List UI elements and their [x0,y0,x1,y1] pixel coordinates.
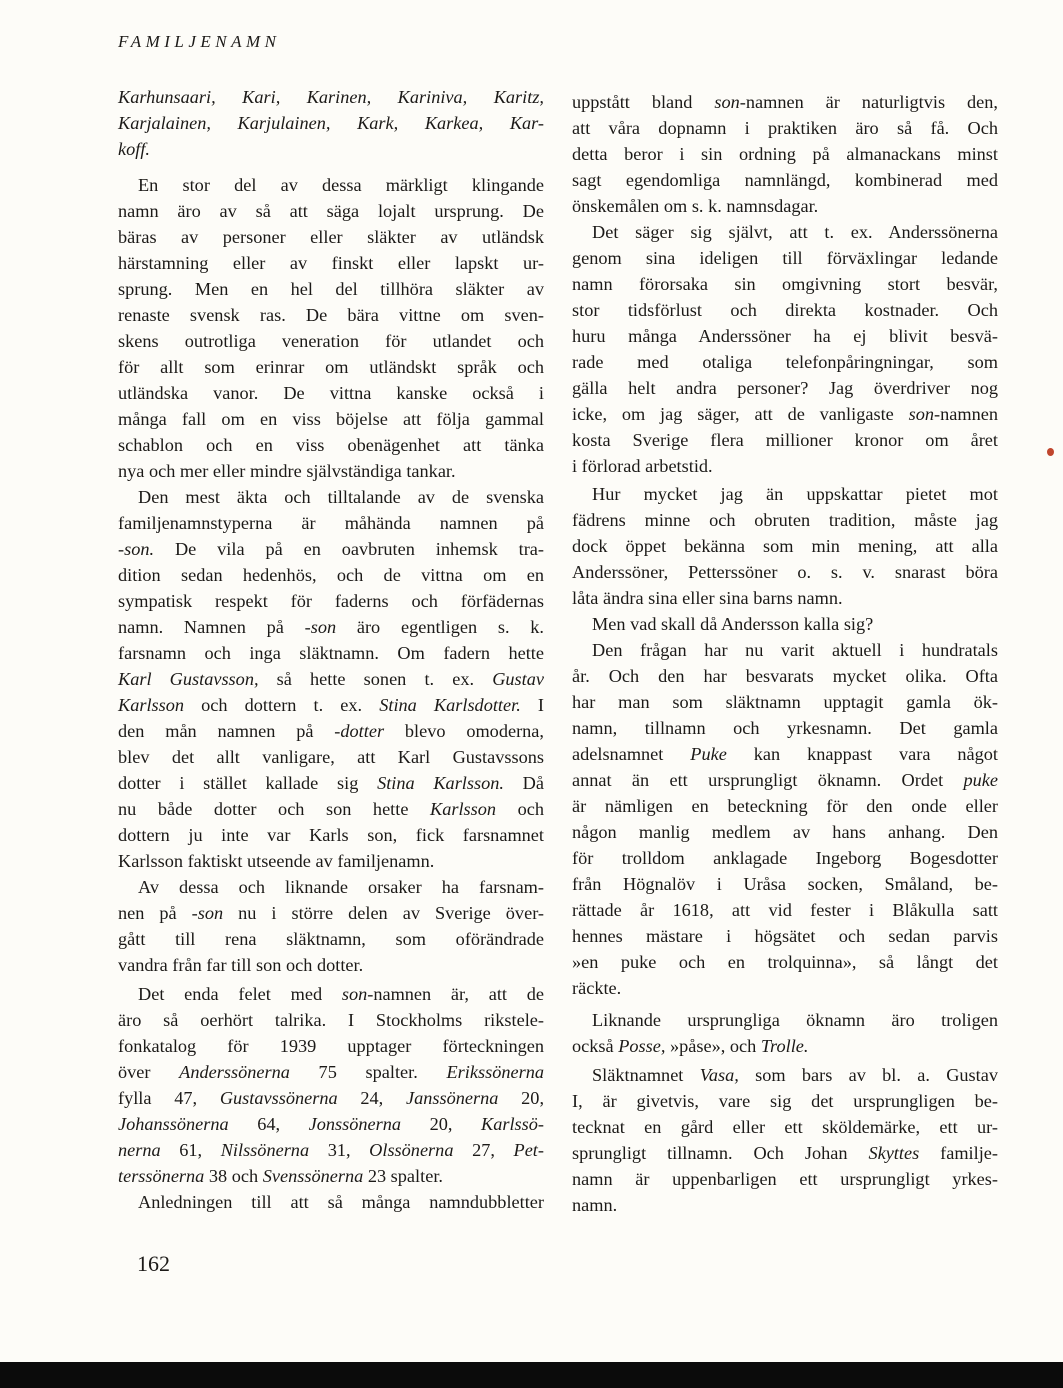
text-line: för allt som erinrar om utländskt språk och [118,357,544,377]
text-line: räckte. [572,978,622,998]
text-line: blev det allt vanligare, att Karl Gustavssons [118,747,544,767]
italic-text: -son [304,617,337,637]
text-line: namn förorsaka sin omgivning stort besvär, [572,274,998,294]
paragraph [572,481,998,611]
text-line: nen på -son nu i större delen av Sverige över- [118,903,544,923]
text-line: nu både dotter och son hette Karlsson och [118,799,544,819]
text-line: dotter i stället kallade sig Stina Karlsson. Då [118,773,544,793]
text-line: renaste svensk ras. De bära vittne om sven- [118,305,544,325]
italic-text: Gustavssönerna [219,1088,338,1108]
text-line: nerna 61, Nilssönerna 31, Olssönerna 27, Pet- [118,1140,544,1160]
text-line: fädrens minne och obruten tradition, måste jag [572,510,998,530]
text-line: genom sina ideligen till förväxlingar ledande [572,248,998,268]
text-line: Det enda felet med son-namnen är, att de [138,984,544,1004]
text-line: schablon och en viss obenägenhet att tänka [118,435,544,455]
text-line: namn är uppenbarligen ett ursprungligt yrkes- [572,1169,998,1189]
text-line: är nämligen en beteckning för den onde eller [572,796,998,816]
text-column-right [572,89,998,1218]
text-line: har man som släktnamn upptagit gamla ök- [572,692,998,712]
text-line: namn, tillnamn och yrkesnamn. Det gamla [572,718,998,738]
text-line: rade med otaliga telefonpåringningar, som [572,352,998,372]
text-line: dock öppet bekänna som min mening, att alla [572,536,998,556]
text-line: önskemålen om s. k. namnsdagar. [572,196,819,216]
text-line: Karlsson faktiskt utseende av familjenamn. [118,851,435,871]
text-line: familjenamnstyperna är måhända namnen på [118,513,544,533]
italic-text: -dotter [334,721,385,741]
text-line: Karl Gustavsson, så hette sonen t. ex. Gustav [118,669,544,689]
text-line: Hur mycket jag än uppskattar pietet mot [592,484,998,504]
paragraph [118,84,544,162]
text-line: Den mest äkta och tilltalande av de svenska [138,487,544,507]
italic-text: koff. [118,139,150,159]
text-line: namn. [572,1195,618,1215]
text-line: över Anderssönerna 75 spalter. Erikssönerna [118,1062,544,1082]
italic-text: Gustav [492,669,544,689]
text-line: detta beror i sin ordning på almanackans minst [572,144,998,164]
italic-text: Jonssönerna [308,1114,402,1134]
text-line: Anledningen till att så många namndubbletter [138,1192,544,1212]
text-line: Den frågan har nu varit aktuell i hundratals [592,640,998,660]
margin-stain [1047,448,1054,456]
text-line: Släktnamnet Vasa, som bars av bl. a. Gustav [592,1065,998,1085]
paragraph [118,1189,544,1215]
text-line: från Högnalöv i Uråsa socken, Småland, be- [572,874,998,894]
italic-text: Janssönerna [406,1088,499,1108]
paragraph [118,172,544,484]
text-line [118,136,544,162]
text-line: vandra från far till son och dotter. [118,955,364,975]
text-line: den mån namnen på -dotter blevo omoderna, [118,721,544,741]
text-line: huru många Anderssöner ha ej blivit besvä- [572,326,998,346]
text-line: namn äro av så att säga lojalt ursprung. De [118,201,544,221]
italic-text: nerna [118,1140,161,1160]
text-line: skens outrotliga veneration för utlandet och [118,331,544,351]
text-line: också Posse, »påse», och Trolle. [572,1036,809,1056]
text-line: dition sedan hedenhös, och de vittna om en [118,565,544,585]
running-head: FAMILJENAMN [118,32,281,51]
italic-text: Erikssönerna [446,1062,544,1082]
text-line: nya och mer eller mindre självständiga tankar. [118,461,456,481]
italic-text: Karlsson [430,799,497,819]
text-line: hennes mästare i högsätet och sedan parvis [572,926,998,946]
paragraph [118,484,544,874]
text-line: sagt egendomliga namnlängd, kombinerad med [572,170,998,190]
paragraph [572,219,998,479]
text-line: gälla helt andra personer? Jag överdriver nog [572,378,998,398]
text-line: låta ändra sina eller sina barns namn. [572,588,843,608]
italic-text: Svenssönerna [262,1166,364,1186]
text-line: dottern ju inte var Karls son, fick farsnamnet [118,825,544,845]
text-line: gått till rena släktnamn, som oförändrade [118,929,544,949]
italic-text: -son. [118,539,155,559]
text-line: Liknande ursprungliga öknamn äro troligen [592,1010,998,1030]
text-line: En stor del av dessa märkligt klingande [138,175,544,195]
text-line: stor tidsförlust och direkta kostnader. Och [572,300,998,320]
text-line: Johanssönerna 64, Jonssönerna 20, Karlssö- [118,1114,544,1134]
italic-text: Karl Gustavsson, [118,669,259,689]
italic-text: Karlsson [118,695,185,715]
text-line: sprung. Men en hel del tillhöra släkter av [118,279,544,299]
text-line: Karlsson och dottern t. ex. Stina Karlsdotter. I [118,695,544,715]
text-line: fonkatalog för 1939 upptager förteckningen [118,1036,544,1056]
text-line: I, är givetvis, vare sig det ursprungligen be- [572,1091,998,1111]
text-column-left [118,84,544,1215]
paragraph [118,981,544,1189]
text-line: -son. De vila på en oavbruten inhemsk tra- [118,539,544,559]
text-line: Av dessa och liknande orsaker ha farsnam- [138,877,544,897]
scan-border [0,1362,1063,1388]
paragraph [572,1062,998,1218]
text-line: uppstått bland son-namnen är naturligtvis den, [572,92,998,112]
paragraph [572,89,998,219]
text-line: annat än ett ursprungligt öknamn. Ordet puke [572,770,998,790]
text-line: att våra dopnamn i praktiken äro så få. Och [572,118,998,138]
text-line: sprungligt tillnamn. Och Johan Skyttes familje- [572,1143,998,1163]
text-line: fylla 47, Gustavssönerna 24, Janssönerna 20, [118,1088,545,1108]
italic-text: -son [191,903,224,923]
italic-text: Johanssönerna [118,1114,229,1134]
text-line: adelsnamnet Puke kan knappast vara något [572,744,998,764]
text-line: härstamning eller av finskt eller lapskt ur- [118,253,544,273]
text-line: någon manlig medlem av hans anhang. Den [572,822,998,842]
italic-text: Trolle. [760,1036,809,1056]
italic-text: Stina Karlsson. [377,773,504,793]
text-line [118,110,544,136]
italic-text: Posse, [618,1036,666,1056]
text-line: terssönerna 38 och Svenssönerna 23 spalter. [118,1166,443,1186]
paragraph [572,1007,998,1059]
text-line: Anderssöner, Petterssöner o. s. v. snarast böra [572,562,998,582]
italic-text: terssönerna [118,1166,205,1186]
page-number: 162 [137,1251,170,1276]
italic-text: puke [963,770,998,790]
text-line: Men vad skall då Andersson kalla sig? [592,614,874,634]
text-line: rättade år 1618, att vid fester i Blåkulla satt [572,900,998,920]
italic-text: Pet- [513,1140,544,1160]
paragraph [572,611,998,637]
text-line: icke, om jag säger, att de vanligaste son-namnen [572,404,998,424]
italic-text: Vasa, [699,1065,739,1085]
italic-text: Anderssönerna [179,1062,290,1082]
text-line: bäras av personer eller släkter av utländsk [118,227,544,247]
text-line: tecknat en gård eller ett sköldemärke, ett ur- [572,1117,998,1137]
text-line: för trolldom anklagade Ingeborg Bogesdotter [572,848,998,868]
text-line: i förlorad arbetstid. [572,456,713,476]
italic-text: son [341,984,368,1004]
paragraph [572,637,998,1001]
italic-text: Skyttes [868,1143,920,1163]
text-line: farsnamn och inga släktnamn. Om fadern hette [118,643,544,663]
italic-text: Nilssönerna [220,1140,310,1160]
text-line: sympatisk respekt för faderns och förfädernas [118,591,544,611]
paragraph [118,874,544,978]
italic-text: Puke [690,744,727,764]
text-line: utländska vanor. De vittna kanske också i [118,383,544,403]
italic-text: Karjalainen, Karjulainen, Kark, Karkea, Kar- [118,113,544,133]
text-line [118,84,544,110]
text-line: år. Och den har besvarats mycket olika. Ofta [572,666,998,686]
text-line: många fall om en viss böjelse att följa gammal [118,409,544,429]
text-line: kosta Sverige flera millioner kronor om året [572,430,998,450]
italic-text: Karlssö- [481,1114,544,1134]
italic-text: Olssönerna [369,1140,454,1160]
italic-text: Stina Karlsdotter. [379,695,521,715]
text-line: »en puke och en trolquinna», så långt det [572,952,998,972]
italic-text: son [714,92,740,112]
text-line: Det säger sig självt, att t. ex. Anderssönerna [592,222,998,242]
italic-text: son [908,404,935,424]
text-line: namn. Namnen på -son äro egentligen s. k. [118,617,544,637]
italic-text: Karhunsaari, Kari, Karinen, Kariniva, Karitz, [118,87,544,107]
text-line: äro så oerhört talrika. I Stockholms rikstele- [118,1010,544,1030]
